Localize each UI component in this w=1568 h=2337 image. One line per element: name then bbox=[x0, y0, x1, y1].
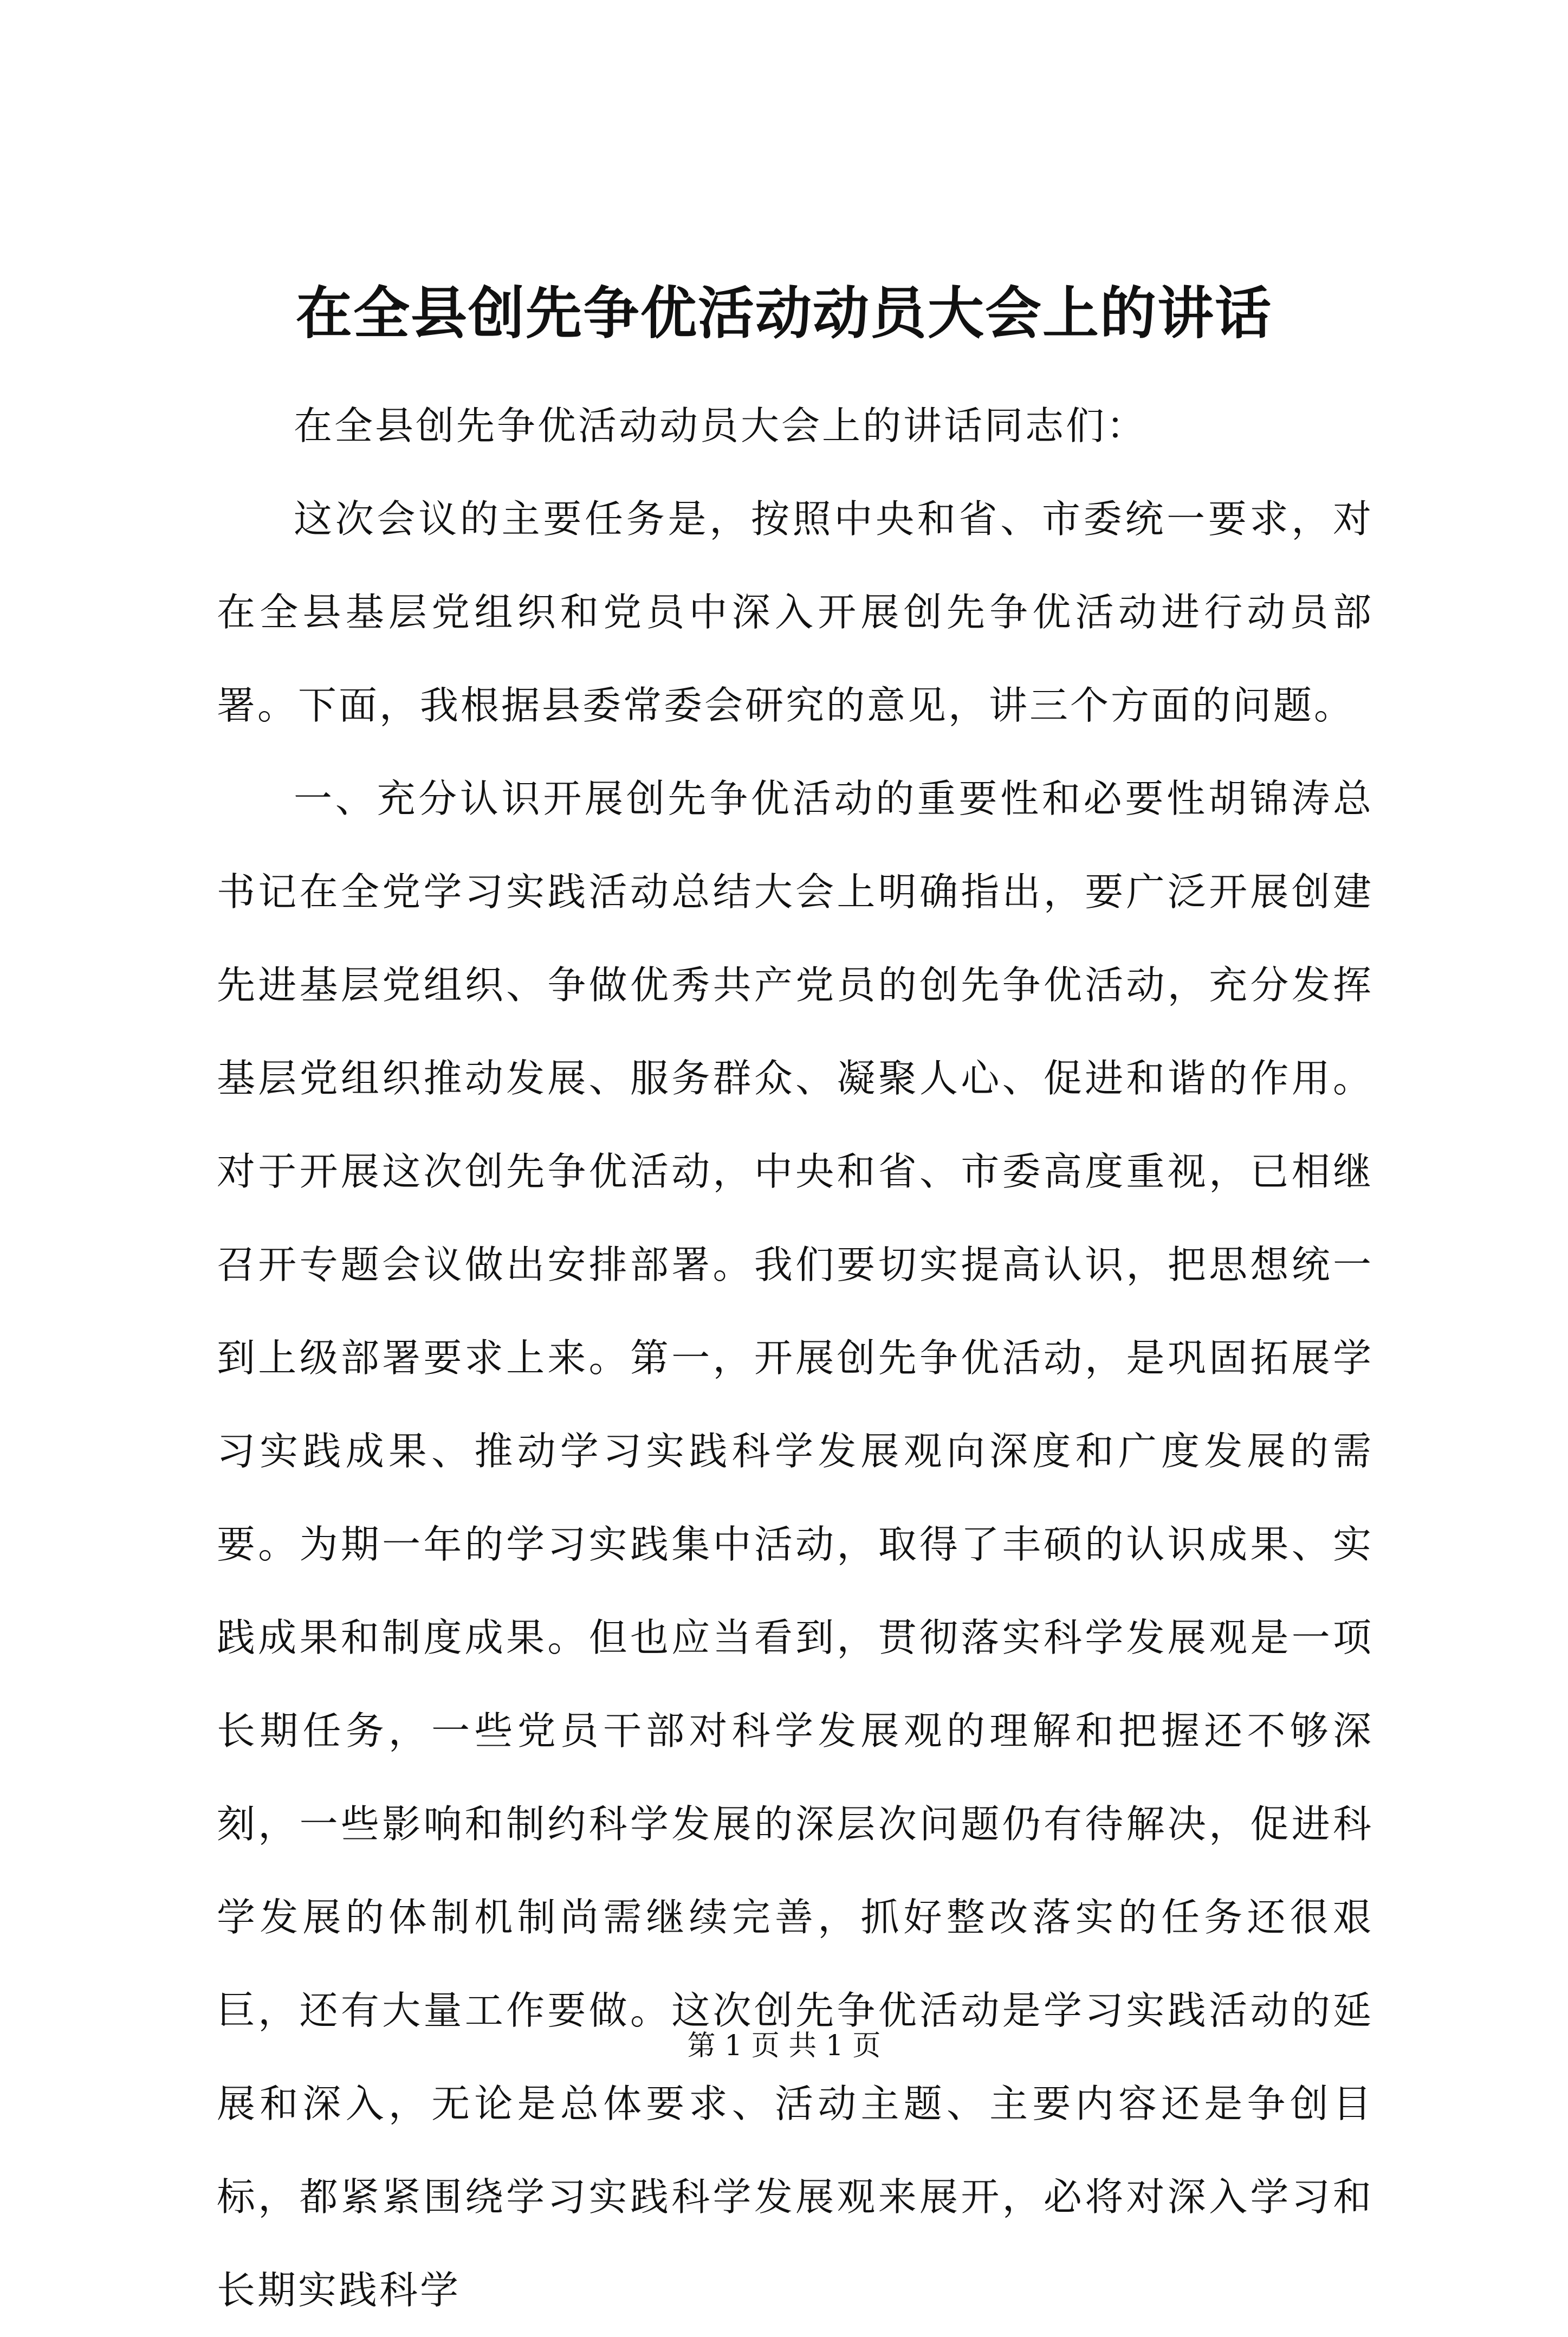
paragraph-intro: 这次会议的主要任务是，按照中央和省、市委统一要求，对在全县基层党组织和党员中深入开展创先争优活动进行动员部署。下面，我根据县委常委会研究的意见，讲三个方面的问题。 bbox=[217, 496, 1373, 728]
page-footer: 第 1 页 共 1 页 bbox=[687, 2030, 881, 2062]
paragraph-section-one: 一、充分认识开展创先争优活动的重要性和必要性胡锦涛总书记在全党学习实践活动总结大会上明确指出，要广泛开展创建先进基层党组织、争做优秀共产党员的创先争优活动，充分发挥基层党组织推动发展、服务群众、凝聚人心、促进和谐的作用。对于开展这次创先争优活动，中央和省、市委高度重视，已相继召开专题会议做出安排部署。我们要切实提高认识，把思想统一到上级部署要求上来。第一，开展创先争优活动，是巩固拓展学习实践成果、推动学习实践科学发展观向深度和广度发展的需要。为期一年的学习实践集中活动，取得了丰硕的认识成果、实践成果和制度成果。但也应当看到，贯彻落实科学发展观是一项长期任务，一些党员干部对科学发展观的理解和把握还不够深刻，一些影响和制约科学发展的深层次问题仍有待解决，促进科学发展的体制机制尚需继续完善，抓好整改落实的任务还很艰巨，还有大量工作要做。这次创先争优活动是学习实践活动的延展和深入，无论是总体要求、活动主题、主要内容还是争创目标，都紧紧围绕学习实践科学发展观来展开，必将对深入学习和长期实践科学 bbox=[217, 776, 1373, 2313]
paragraph-greeting: 在全县创先争优活动动员大会上的讲话同志们： bbox=[294, 403, 1148, 448]
document-title: 在全县创先争优活动动员大会上的讲话 bbox=[295, 280, 1272, 346]
